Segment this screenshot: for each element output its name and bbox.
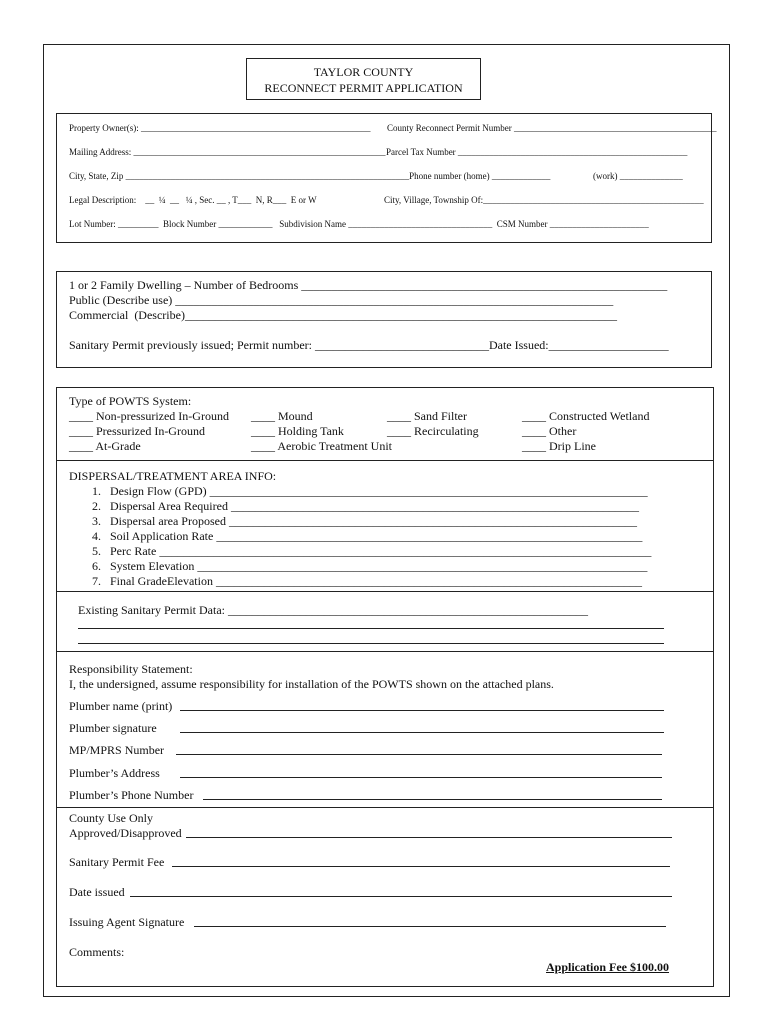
holding-tank-option[interactable]: ____ Holding Tank [251,424,344,438]
plumber-name-line[interactable] [180,710,664,711]
soil-application-rate-field[interactable]: 4. Soil Application Rate _______________________________________________________________________ [92,529,643,543]
county-use-title: County Use Only [69,811,153,825]
sanitary-fee-label: Sanitary Permit Fee [69,855,165,869]
dispersal-area-required-field[interactable]: 2. Dispersal Area Required ____________________________________________________________________ [92,499,639,513]
public-use-field[interactable]: Public (Describe use) _________________________________________________________________________ [69,293,614,307]
mp-mprs-number-label: MP/MPRS Number [69,743,165,757]
final-grade-elevation-field[interactable]: 7. Final GradeElevation _______________________________________________________________________ [92,574,642,588]
constructed-wetland-option[interactable]: ____ Constructed Wetland [522,409,650,423]
title-box [246,58,481,100]
plumber-phone-label: Plumber’s Phone Number [69,788,194,802]
responsibility-title: Responsibility Statement: [69,662,193,676]
responsibility-statement: I, the undersigned, assume responsibility for installation of the POWTS shown on the attached plans. [69,677,554,691]
recirculating-option[interactable]: ____ Recirculating [387,424,479,438]
application-fee: Application Fee $100.00 [546,960,669,974]
section-divider [56,651,714,652]
city-state-zip-field[interactable]: City, State, Zip _______________________________________________________________Phone number (home) _____________ [69,171,551,181]
sanitary-permit-field[interactable]: Sanitary Permit previously issued; Permit number: _____________________________Date Issued:____________________ [69,338,669,352]
section-divider [56,807,714,808]
approved-label: Approved/Disapproved [69,826,182,840]
county-permit-number-field[interactable]: County Reconnect Permit Number _____________________________________________ [387,123,717,133]
plumber-phone-line[interactable] [203,799,662,800]
plumber-signature-line[interactable] [180,732,664,733]
form-title-county: TAYLOR COUNTY [313,65,414,79]
sand-filter-option[interactable]: ____ Sand Filter [387,409,467,423]
date-issued-label: Date issued [69,885,125,899]
lot-block-subdivision-field[interactable]: Lot Number: _________ Block Number ____________ Subdivision Name ________________________________ CSM Number ______________________ [69,219,649,229]
plumber-address-label: Plumber’s Address [69,766,160,780]
legal-description-field[interactable]: Legal Description: __ ¼ __ ¼ , Sec. __ , T___ N, R___ E or W [69,195,317,205]
section-divider [56,460,714,461]
non-pressurized-option[interactable]: ____ Non-pressurized In-Ground [69,409,229,423]
drip-line-option[interactable]: ____ Drip Line [522,439,596,453]
approved-line[interactable] [186,837,672,838]
aerobic-option[interactable]: ____ Aerobic Treatment Unit [251,439,392,453]
existing-permit-data-field[interactable]: Existing Sanitary Permit Data: ____________________________________________________________ [78,603,588,617]
pressurized-option[interactable]: ____ Pressurized In-Ground [69,424,205,438]
section-divider [56,591,714,592]
agent-signature-label: Issuing Agent Signature [69,915,185,929]
parcel-tax-number-field[interactable]: Parcel Tax Number ___________________________________________________ [386,147,688,157]
dispersal-area-proposed-field[interactable]: 3. Dispersal area Proposed ____________________________________________________________________ [92,514,637,528]
other-option[interactable]: ____ Other [522,424,577,438]
bedrooms-field[interactable]: 1 or 2 Family Dwelling – Number of Bedrooms _____________________________________________________________ [69,278,668,292]
work-phone-field[interactable]: (work) ______________ [593,171,683,181]
at-grade-option[interactable]: ____ At-Grade [69,439,141,453]
date-issued-line[interactable] [130,896,672,897]
sanitary-fee-line[interactable] [172,866,670,867]
existing-permit-line[interactable] [78,643,664,644]
design-flow-field[interactable]: 1. Design Flow (GPD) _________________________________________________________________________ [92,484,648,498]
plumber-name-label: Plumber name (print) [69,699,173,713]
commercial-field[interactable]: Commercial (Describe)________________________________________________________________________ [69,308,617,322]
mound-option[interactable]: ____ Mound [251,409,313,423]
mailing-address-field[interactable]: Mailing Address: ________________________________________________________ [69,147,386,157]
dispersal-title: DISPERSAL/TREATMENT AREA INFO: [69,469,277,483]
comments-label: Comments: [69,945,125,959]
powts-title: Type of POWTS System: [69,394,192,408]
township-field[interactable]: City, Village, Township Of:_________________________________________________ [384,195,704,205]
system-elevation-field[interactable]: 6. System Elevation ___________________________________________________________________________ [92,559,648,573]
plumber-signature-label: Plumber signature [69,721,157,735]
mp-mprs-number-line[interactable] [176,754,662,755]
agent-signature-line[interactable] [194,926,666,927]
property-owner-field[interactable]: Property Owner(s): ___________________________________________________ [69,123,371,133]
perc-rate-field[interactable]: 5. Perc Rate __________________________________________________________________________________ [92,544,652,558]
form-title-application: RECONNECT PERMIT APPLICATION [264,81,463,95]
plumber-address-line[interactable] [180,777,662,778]
existing-permit-line[interactable] [78,628,664,629]
